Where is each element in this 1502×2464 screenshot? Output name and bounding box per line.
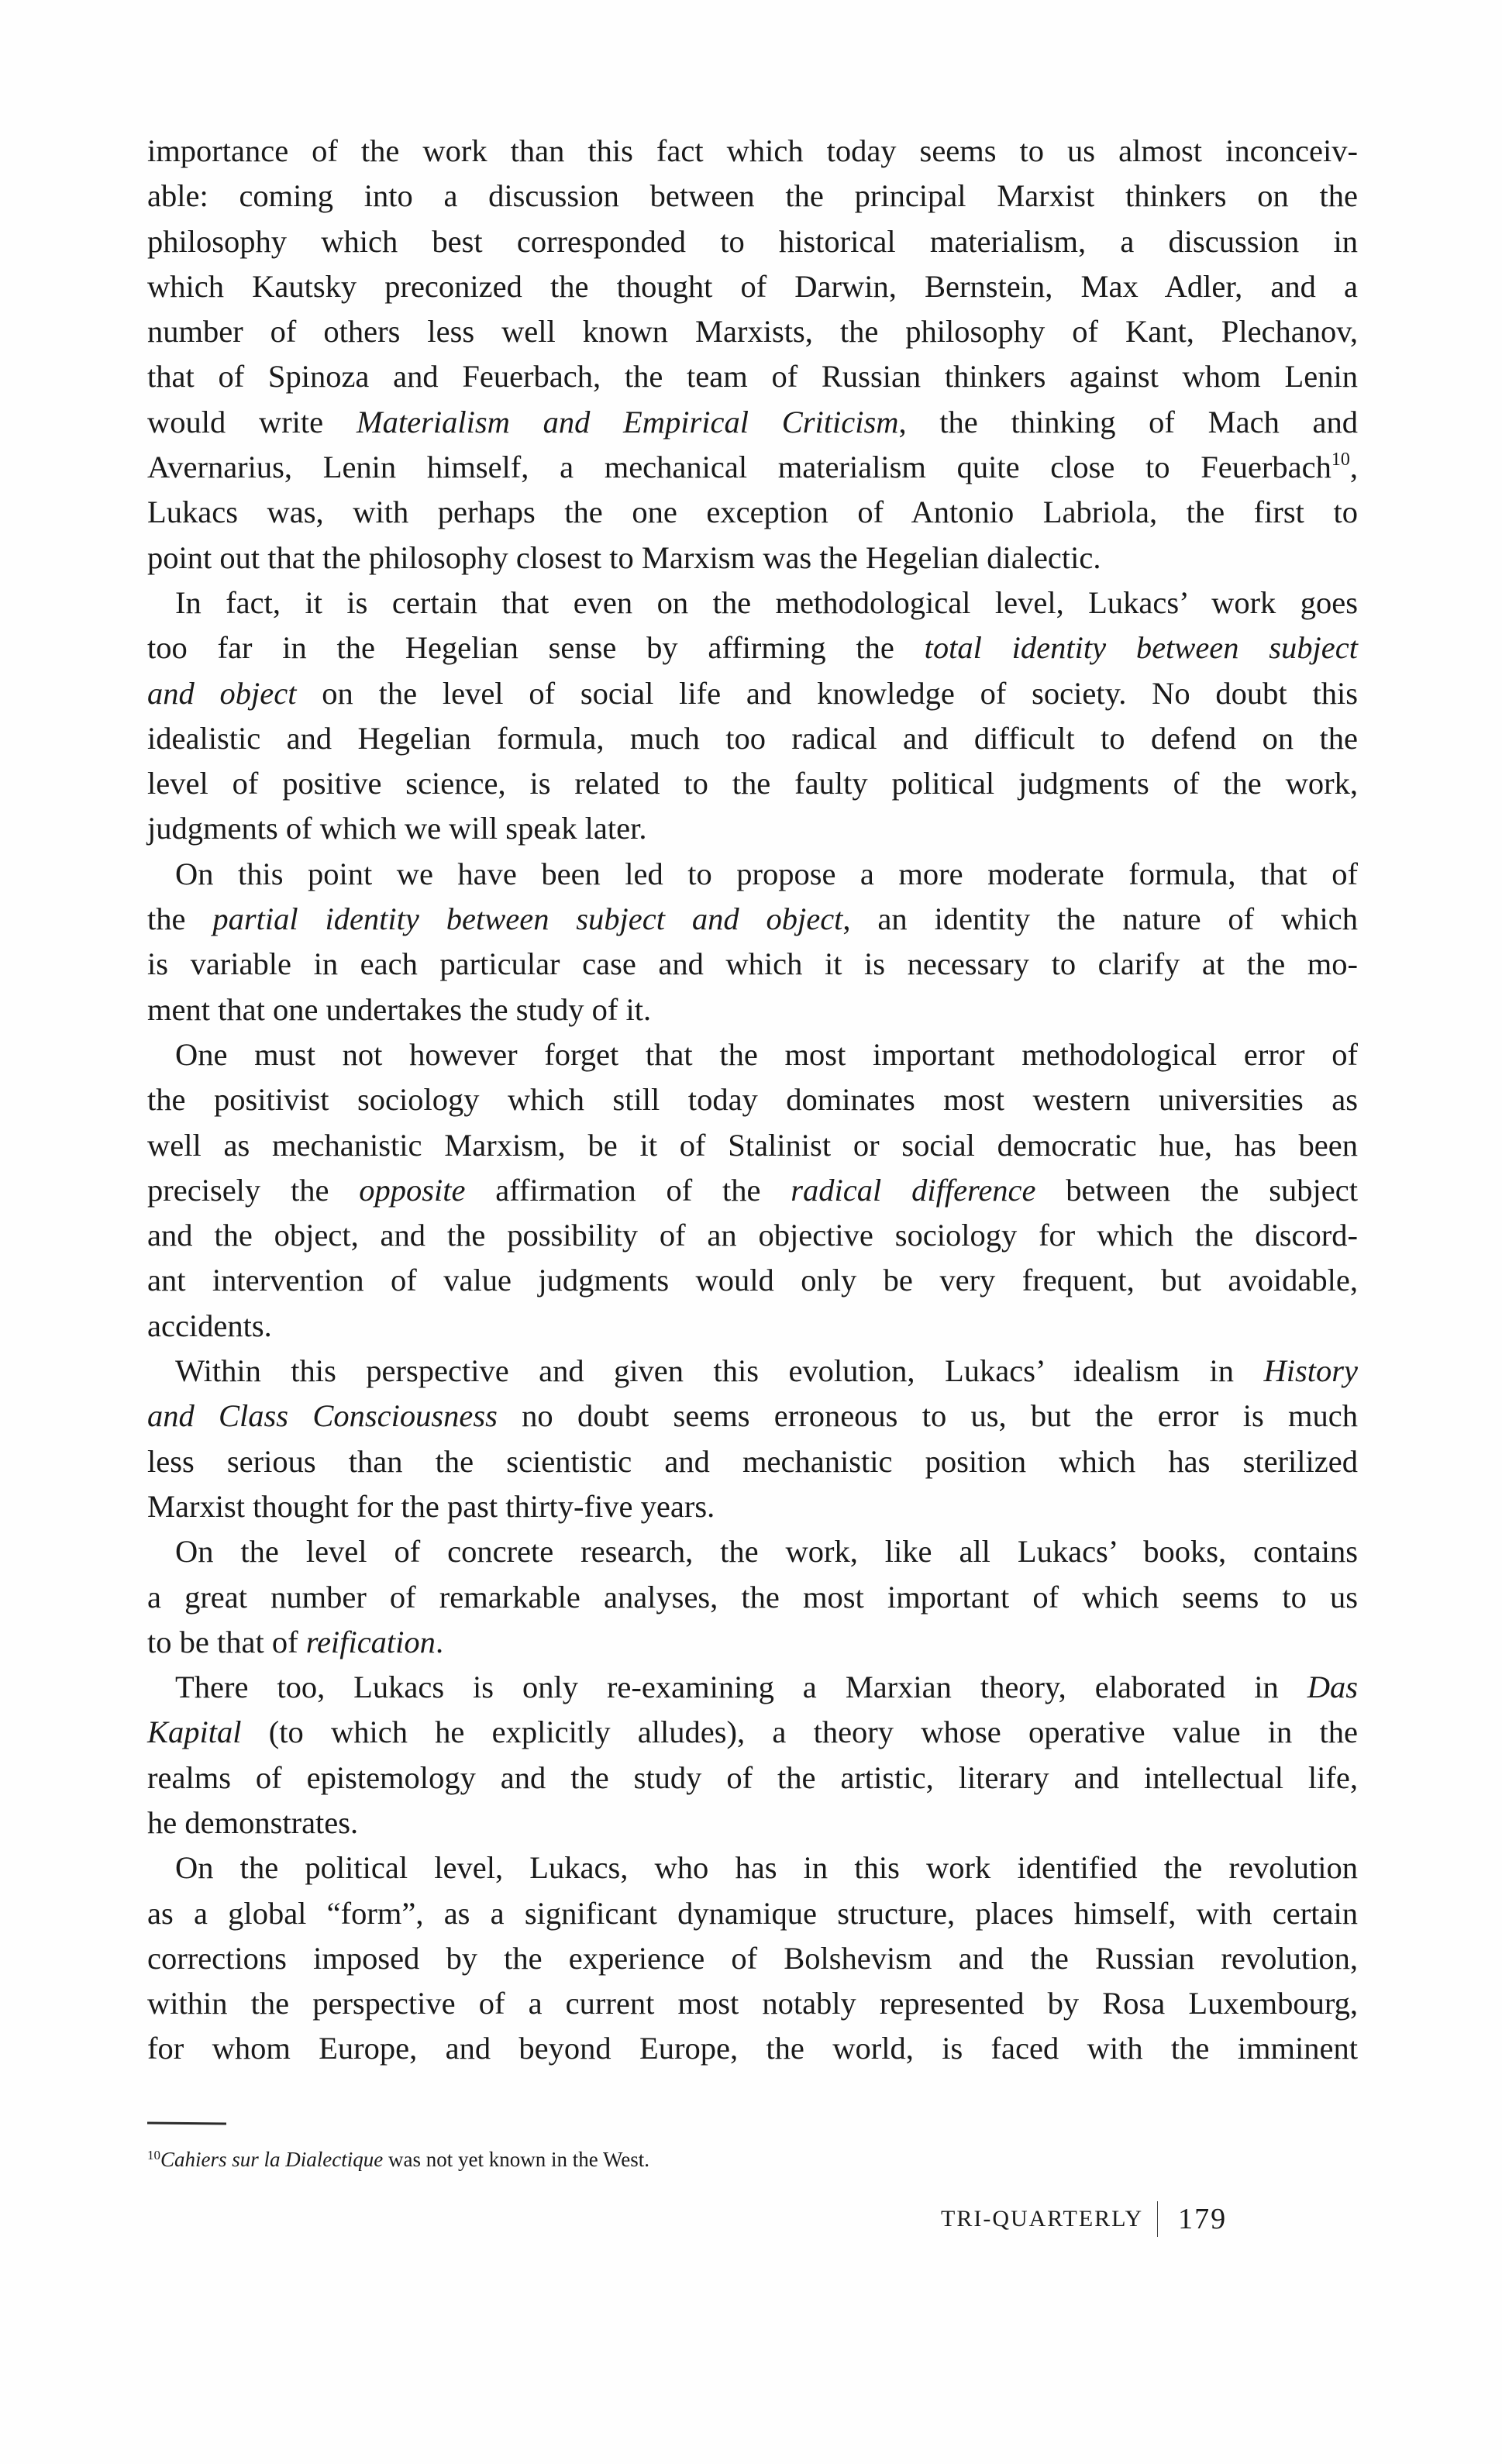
text-line <box>147 1213 1358 1258</box>
line-text: accidents. <box>147 1308 272 1343</box>
text-line <box>147 1756 1358 1801</box>
italic-phrase: partial identity between subject and object <box>212 901 843 937</box>
text-line <box>147 1168 1358 1213</box>
line-text: (to which he explicitly alludes), a theory whose operative value in the <box>241 1714 1358 1750</box>
line-text: less serious than the scientistic and mechanistic position which has sterilized <box>147 1443 1358 1479</box>
line-text: a great number of remarkable analyses, the most important of which seems to us <box>147 1579 1358 1615</box>
line-text: is variable in each particular case and which it is necessary to clarify at the mo- <box>147 946 1358 982</box>
footnote-reference: 10 <box>1331 450 1350 470</box>
text-line <box>147 2026 1358 2071</box>
line-text: judgments of which we will speak later. <box>147 811 647 846</box>
text-line <box>147 1529 1358 1574</box>
line-text: that of Spinoza and Feuerbach, the team of Russian thinkers against whom Lenin <box>147 359 1358 395</box>
text-line <box>147 581 1358 625</box>
line-text: to be that of <box>147 1624 306 1659</box>
text-line <box>147 1620 1358 1665</box>
text-line <box>147 400 1358 445</box>
text-line <box>147 806 1358 851</box>
line-text: well as mechanistic Marxism, be it of Stalinist or social democratic hue, has been <box>147 1127 1358 1163</box>
text-line <box>147 1981 1358 2026</box>
line-text: within the perspective of a current most notably represented by Rosa Luxembourg, <box>147 1986 1358 2021</box>
line-text: level of positive science, is related to the faulty political judgments of the work, <box>147 766 1358 801</box>
text-line <box>147 1801 1358 1845</box>
footer-divider <box>1157 2201 1158 2237</box>
italic-phrase: and Class Consciousness <box>147 1398 498 1434</box>
text-line <box>147 1845 1358 1890</box>
italic-phrase: History <box>1263 1353 1358 1389</box>
line-text: On the level of concrete research, the work, like all Lukacs’ books, contains <box>175 1534 1358 1570</box>
line-text: , the thinking of Mach and <box>898 404 1358 439</box>
journal-name: TRI-QUARTERLY <box>941 2206 1144 2231</box>
body-text <box>147 129 1358 2072</box>
line-text: . <box>435 1624 444 1659</box>
line-text: between the subject <box>1035 1172 1358 1208</box>
text-line <box>147 671 1358 716</box>
text-line <box>147 445 1358 490</box>
line-text: no doubt seems erroneous to us, but the error is much <box>497 1398 1358 1434</box>
line-text: affirmation of the <box>465 1172 791 1208</box>
text-line <box>147 1349 1358 1394</box>
italic-phrase: Materialism and Empirical Criticism <box>356 404 899 439</box>
line-text: point out that the philosophy closest to Marxism was the Hegelian dialectic. <box>147 539 1101 575</box>
footnote-marker: 10 <box>147 2148 160 2162</box>
text-line <box>147 716 1358 761</box>
text-line <box>147 174 1358 219</box>
line-text: In fact, it is certain that even on the methodological level, Lukacs’ work goes <box>175 584 1358 620</box>
line-text: , an identity the nature of which <box>842 901 1358 937</box>
italic-phrase: total identity between subject <box>924 630 1358 666</box>
line-text: for whom Europe, and beyond Europe, the world, is faced with the imminent <box>147 2031 1358 2066</box>
text-line <box>147 264 1358 309</box>
line-text: ment that one undertakes the study of it. <box>147 991 652 1027</box>
italic-phrase: and object <box>147 675 297 711</box>
line-text: Within this perspective and given this evolution, Lukacs’ idealism in <box>175 1353 1264 1389</box>
line-text: idealistic and Hegelian formula, much too radical and difficult to defend on the <box>147 720 1358 756</box>
text-line <box>147 1710 1358 1755</box>
text-line <box>147 1439 1358 1484</box>
line-text: importance of the work than this fact which today seems to us almost inconceiv- <box>147 133 1358 168</box>
line-text: Lukacs was, with perhaps the one exception of Antonio Labriola, the first to <box>147 495 1358 530</box>
text-line <box>147 897 1358 942</box>
italic-phrase: opposite <box>359 1172 466 1208</box>
line-text: Marxist thought for the past thirty-five years. <box>147 1488 715 1524</box>
text-line <box>147 761 1358 806</box>
text-line <box>147 1936 1358 1981</box>
line-text: as a global “form”, as a significant dynamique structure, places himself, with certain <box>147 1895 1358 1931</box>
line-text: and the object, and the possibility of an objective sociology for which the discord- <box>147 1218 1358 1253</box>
line-text: which Kautsky preconized the thought of Darwin, Bernstein, Max Adler, and a <box>147 268 1358 304</box>
line-text: able: coming into a discussion between the principal Marxist thinkers on the <box>147 178 1358 214</box>
line-text: On the political level, Lukacs, who has in this work identified the revolution <box>175 1850 1358 1886</box>
italic-phrase: Kapital <box>147 1714 242 1750</box>
footnote-10 <box>147 2144 649 2175</box>
text-line <box>147 625 1358 670</box>
text-line <box>147 1304 1358 1349</box>
text-line <box>147 1258 1358 1303</box>
line-text: corrections imposed by the experience of Bolshevism and the Russian revolution, <box>147 1940 1358 1976</box>
line-text: too far in the Hegelian sense by affirming the <box>147 630 925 666</box>
italic-phrase: radical difference <box>791 1172 1036 1208</box>
text-line <box>147 1665 1358 1710</box>
line-text: On this point we have been led to propose a more moderate formula, that of <box>175 856 1358 891</box>
running-footer <box>941 2200 1227 2238</box>
line-text: There too, Lukacs is only re-examining a Marxian theory, elaborated in <box>175 1670 1307 1705</box>
text-line <box>147 1891 1358 1936</box>
line-text: , <box>1349 450 1358 485</box>
footnote-text: was not yet known in the West. <box>383 2148 650 2171</box>
text-line <box>147 1123 1358 1168</box>
line-text: he demonstrates. <box>147 1804 359 1840</box>
footnote-rule <box>147 2121 226 2125</box>
text-line <box>147 129 1358 174</box>
italic-phrase: Das <box>1307 1670 1358 1705</box>
line-text: ant intervention of value judgments would only be very frequent, but avoidable, <box>147 1263 1358 1298</box>
footnote-title: Cahiers sur la Dialectique <box>160 2148 384 2171</box>
text-line <box>147 309 1358 354</box>
text-line <box>147 1032 1358 1077</box>
text-line <box>147 536 1358 581</box>
line-text: realms of epistemology and the study of the artistic, literary and intellectual life, <box>147 1759 1358 1795</box>
text-line <box>147 1394 1358 1439</box>
line-text: number of others less well known Marxists, the philosophy of Kant, Plechanov, <box>147 314 1358 350</box>
line-text: precisely the <box>147 1172 360 1208</box>
line-text: would write <box>147 404 357 439</box>
line-text: One must not however forget that the most important methodological error of <box>175 1036 1358 1072</box>
line-text: on the level of social life and knowledge of society. No doubt this <box>296 675 1358 711</box>
line-text: the <box>147 901 213 937</box>
text-line <box>147 1484 1358 1529</box>
line-text: Avernarius, Lenin himself, a mechanical materialism quite close to Feuerbach <box>147 450 1331 485</box>
line-text: the positivist sociology which still today dominates most western universities as <box>147 1082 1358 1118</box>
text-line <box>147 490 1358 535</box>
text-line <box>147 942 1358 987</box>
text-line <box>147 219 1358 264</box>
text-line <box>147 852 1358 897</box>
text-line <box>147 1077 1358 1122</box>
text-line <box>147 987 1358 1032</box>
page-number: 179 <box>1178 2203 1228 2235</box>
line-text: philosophy which best corresponded to historical materialism, a discussion in <box>147 223 1358 259</box>
italic-phrase: reification <box>305 1624 436 1659</box>
text-line <box>147 1575 1358 1620</box>
text-line <box>147 354 1358 399</box>
